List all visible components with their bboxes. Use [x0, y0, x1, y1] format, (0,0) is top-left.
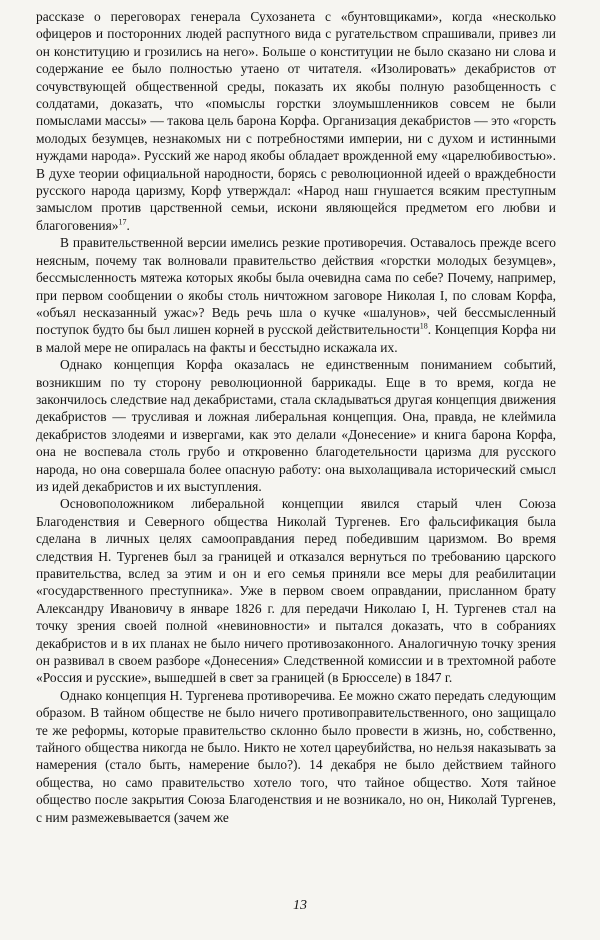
paragraph-1-text: рассказе о переговорах генерала Сухозанета с «бунтовщиками», когда «несколько офицеров и посторонних людей распутного вида с ругательством спрашивали, привез ли он конституцию и грозились на него». Больше о конституции не было сказано ни слова и содержание ее было полностью утаено от читателя. «Изолировать» декабристов от сочувствующей общественной среды, показать их якобы полную разобщенность с солдатами, доказать, что «помыслы горстки злоумышленников совсем не были помыслами массы» — такова цель барона Корфа. Организация декабристов — это «горсть молодых безумцев, незнакомых ни с потребностями империи, ни с духом и истинными нуждами народа». Русский же народ якобы обладает врожденной ему «царелюбивостью». В духе теории официальной народности, борясь с революционной идеей о враждебности русского народа царизму, Корф утверждал: «Народ наш гнушается всяким преступным замыслом против царственной семьи, искони являющейся предметом его любви и благоговения»	[36, 9, 556, 233]
paragraph-2-tail: . Концепция Корфа ни в малой мере не опиралась на факты и бесстыдно искажала их.	[36, 322, 556, 355]
paragraph-1	[36, 8, 556, 234]
paragraph-5-text: Однако концепция Н. Тургенева противоречива. Ее можно сжато передать следующим образом. В тайном обществе не было ничего противоправительственного, оно защищало те же реформы, которые правительство склонно было провести в жизнь, но, собственно, тайного общества никогда не было. Никто не хотел цареубийства, но нельзя наказывать за намерения (стало быть, намерение было?). 14 декабря не было действием тайного общества, но само правительство хотело того, что тайное общество. Хотя тайное общество после закрытия Союза Благоденствия и не возникало, но он, Николай Тургенев, с ним размежевывается (зачем же	[36, 687, 556, 825]
paragraph-4	[36, 495, 556, 686]
paragraph-3-text: Однако концепция Корфа оказалась не единственным пониманием событий, возникшим по ту сторону революционной баррикады. Еще в то время, когда не закончилось следствие над декабристами, стала складываться другая концепция движения декабристов — трусливая и ложная либеральная концепция. Она, правда, не клеймила декабристов злодеями и извергами, как это делали «Донесение» и книга барона Корфа, она не воспевала столь грубо и откровенно благодетельности царизма для русского народа, но она совершала более опасную работу: она выхолащивала исторический смысл из идей декабристов и их выступления.	[36, 357, 556, 494]
paragraph-4-text: Основоположником либеральной концепции явился старый член Союза Благоденствия и Северного общества Николай Тургенев. Его фальсификация была сделана в личных целях самооправдания перед победившим царизмом. Во время следствия Н. Тургенев был за границей и отказался вернуться по требованию царского правительства, вслед за этим и он и его семья приняли все меры для реабилитации «государственного преступника». Уже в первом своем оправдании, присланном брату Александру Ивановичу в январе 1826 г. для передачи Николаю I, Н. Тургенев стал на точку зрения своей полной «невиновности» и пытался доказать, что в собраниях декабристов и в их планах не было ничего противозаконного. Аналогичную точку зрения он развивал в своем разборе «Донесения» Следственной комиссии и в трехтомной работе «Россия и русские», вышедшей в свет за границей (в Брюсселе) в 1847 г.	[36, 496, 556, 686]
paragraph-1-tail: .	[126, 217, 130, 233]
page-number: 13	[293, 898, 307, 913]
paragraph-2-text: В правительственной версии имелись резкие противоречия. Оставалось прежде всего неясным, почему так волновали правительство действия «горстки молодых безумцев», бессмысленность мятежа которых якобы была очевидна сама по себе? Почему, например, при первом сообщении о якобы столь ничтожном заговоре Николая I, по словам Корфа, «объял несказанный ужас»? Ведь речь шла о кучке «шалунов», чей бессмысленный поступок будто бы был лишен корней в русской действительности	[36, 235, 556, 338]
paragraph-3	[36, 356, 556, 495]
paragraph-2	[36, 234, 556, 356]
footnote-ref-17: 17	[118, 217, 127, 227]
paragraph-5	[36, 687, 556, 826]
footnote-ref-18: 18	[419, 321, 428, 331]
